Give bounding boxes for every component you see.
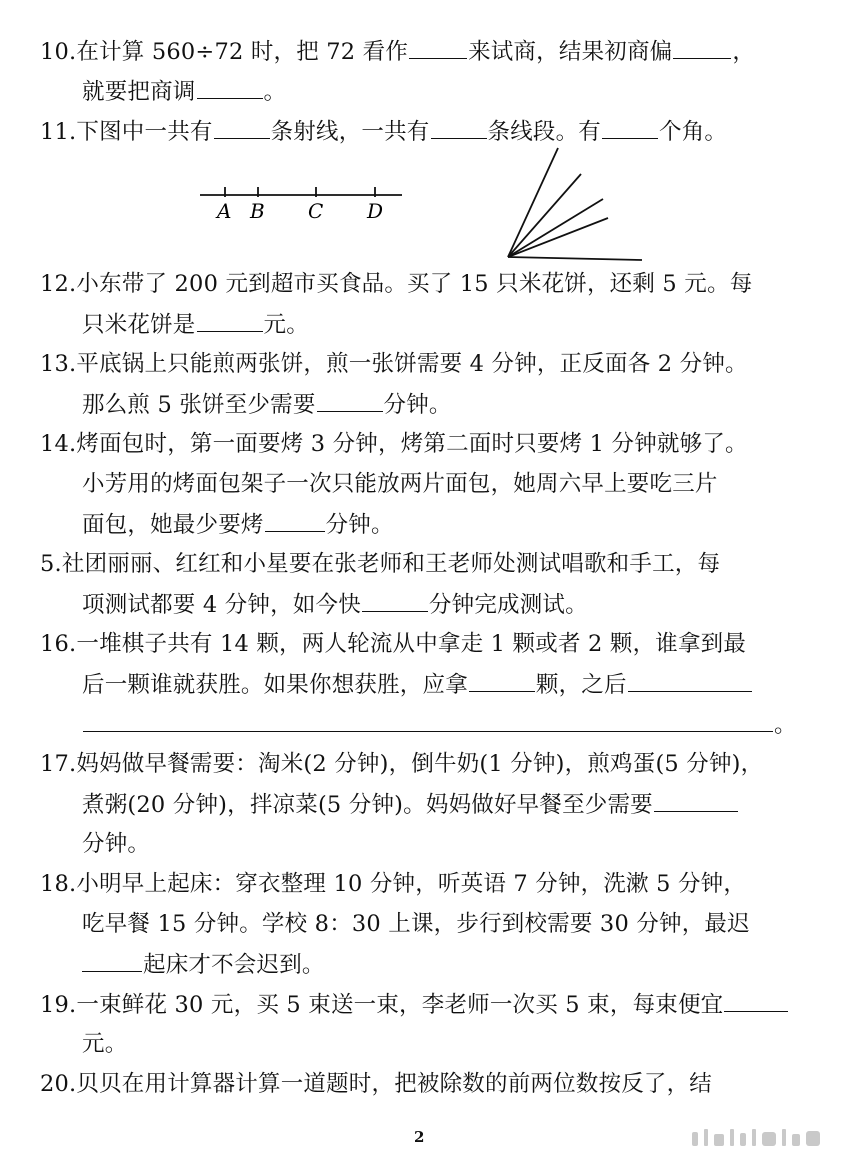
q13-line2: 那么煎 5 张饼至少需要 分钟。 [82,389,452,420]
q16-number: 16. [40,631,77,657]
q11-number: 11. [40,119,77,145]
watermark-icon [688,1126,828,1148]
q18-line1: 18.小明早上起床：穿衣整理 10 分钟，听英语 7 分钟，洗漱 5 分钟， [40,871,747,897]
q17-number: 17. [40,751,77,777]
q10-number: 10. [40,39,77,65]
q16-blank2[interactable] [628,669,752,692]
q17-line2: 煮粥(20 分钟)，拌凉菜(5 分钟)。妈妈做好早餐至少需要 [82,789,739,820]
q12-blank1[interactable] [197,309,263,332]
angle-rays-figure [508,148,642,260]
q18-line2: 吃早餐 15 分钟。学校 8：30 上课，步行到校需要 30 分钟，最迟 [82,911,750,937]
q14-number: 14. [40,431,77,457]
q18-number: 18. [40,871,77,897]
q18-blank1[interactable] [82,949,142,972]
q11-line1: 11.下图中一共有 条射线，一共有 条线段。有 个角。 [40,116,727,147]
q11-figure [0,0,848,280]
q12-number: 12. [40,271,77,297]
line-segment-figure [200,187,402,223]
q13-number: 13. [40,351,77,377]
q19-number: 19. [40,992,77,1018]
q20-number: 20. [40,1071,77,1097]
page-number: 2 [414,1128,425,1146]
q17-line3: 分钟。 [82,831,151,857]
q12-line1: 12.小东带了 200 元到超市买食品。买了 15 只米花饼，还剩 5 元。每 [40,271,753,297]
q19-line2: 元。 [82,1031,128,1057]
q16-blank3[interactable] [83,709,773,732]
q10-line1: 10.在计算 560÷72 时，把 72 看作 来试商，结果初商偏 ， [40,36,755,67]
q15-number: 5. [40,551,62,577]
q18-line3: 起床才不会迟到。 [82,949,325,980]
q16-line1: 16.一堆棋子共有 14 颗，两人轮流从中拿走 1 颗或者 2 颗，谁拿到最 [40,631,747,657]
q15-line2: 项测试都要 4 分钟，如今快 分钟完成测试。 [82,589,588,620]
q15-blank1[interactable] [362,589,428,612]
q15-line1: 5.社团丽丽、红红和小星要在张老师和王老师处测试唱歌和手工，每 [40,551,721,577]
q17-line1: 17.妈妈做早餐需要：淘米(2 分钟)，倒牛奶(1 分钟)，煎鸡蛋(5 分钟)， [40,751,764,777]
q16-blank1[interactable] [469,669,535,692]
q10-line2: 就要把商调 。 [82,76,286,107]
q16-line3: 。 [82,709,797,740]
q13-line1: 13.平底锅上只能煎两张饼，煎一张饼需要 4 分钟，正反面各 2 分钟。 [40,351,748,377]
q13-blank1[interactable] [317,389,383,412]
q19-blank1[interactable] [724,989,788,1012]
point-label-d: D [367,199,384,223]
q20-line1: 20.贝贝在用计算器计算一道题时，把被除数的前两位数按反了，结 [40,1071,712,1097]
q14-line1: 14.烤面包时，第一面要烤 3 分钟，烤第二面时只要烤 1 分钟就够了。 [40,431,748,457]
point-label-b: B [250,199,265,223]
point-label-c: C [308,199,324,223]
q12-line2: 只米花饼是 元。 [82,309,309,340]
q14-blank1[interactable] [265,509,325,532]
q17-blank1[interactable] [654,789,738,812]
q14-line2: 小芳用的烤面包架子一次只能放两片面包，她周六早上要吃三片 [82,471,718,497]
q16-line2: 后一颗谁就获胜。如果你想获胜，应拿 颗，之后 [82,669,753,700]
q19-line1: 19.一束鲜花 30 元，买 5 束送一束，李老师一次买 5 束，每束便宜 [40,989,789,1020]
point-label-a: A [217,199,232,223]
q14-line3: 面包，她最少要烤 分钟。 [82,509,394,540]
